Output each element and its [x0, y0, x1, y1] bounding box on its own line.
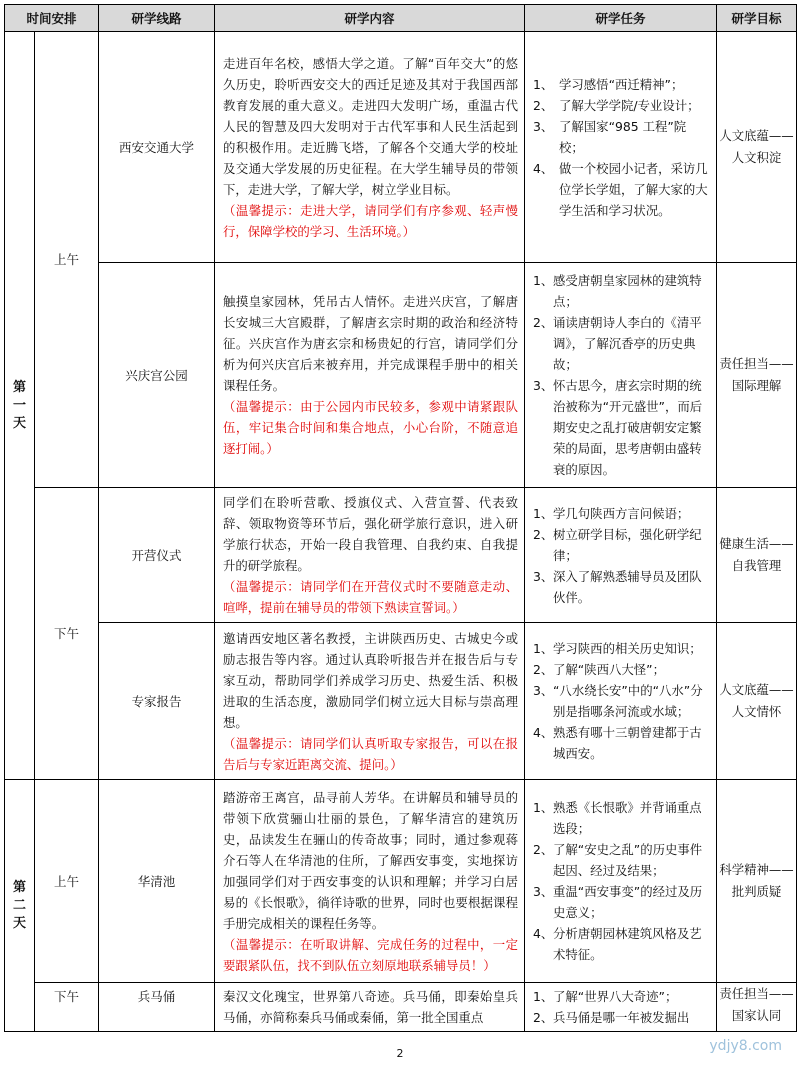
tip-text: （温馨提示：在听取讲解、完成任务的过程中，一定要跟紧队伍，找不到队伍立刻原地联系辅导员！）	[223, 936, 519, 973]
day1-label: 第 一 天	[5, 32, 35, 780]
table-row	[5, 32, 797, 263]
route-cell: 华清池	[99, 780, 215, 983]
day2-label: 第 二 天	[5, 780, 35, 1032]
list-item: 3、 深入了解熟悉辅导员及团队伙伴。	[533, 568, 702, 605]
tip-text: （温馨提示：由于公园内市民较多，参观中请紧跟队伍，牢记集合时间和集合地点，小心台阶，不随意追逐打闹。）	[223, 399, 519, 456]
task-list	[531, 503, 710, 608]
header-goal: 研学目标	[717, 5, 797, 32]
list-item: 1、 学习陕西的相关历史知识；	[533, 641, 702, 656]
content-cell	[215, 32, 525, 263]
tasks-cell	[525, 623, 717, 780]
day1-pm: 下午	[35, 488, 99, 780]
header-content: 研学内容	[215, 5, 525, 32]
header-time: 时间安排	[5, 5, 99, 32]
header-route: 研学线路	[99, 5, 215, 32]
day2-am: 上午	[35, 780, 99, 983]
header-row	[5, 5, 797, 32]
list-item: 1、 感受唐朝皇家园林的建筑特点；	[533, 273, 702, 309]
table-row	[5, 983, 797, 1032]
task-list	[531, 797, 710, 965]
content-cell	[215, 488, 525, 623]
list-item: 3、 怀古思今，唐玄宗时期的统治被称为“开元盛世”，而后期安史之乱打破唐朝安定繁荣的局面，思考唐朝由盛转衰的原因。	[533, 378, 703, 477]
list-item: 1、 了解“世界八大奇迹”；	[533, 989, 678, 1004]
content-text: 走进百年名校，感悟大学之道。了解“百年交大”的悠久历史，聆听西安交大的西迁足迹及其对于我国西部教育发展的重大意义。走进四大发明广场，重温古代人民的智慧及四大发明对于古代军事和人民生活起到的积极作用。走近腾飞塔，了解各个交通大学的校址及交通大学发展的历史征程。在大学生辅导员的带领下，走进大学，了解大学，树立学业目标。	[223, 55, 519, 197]
tasks-cell	[525, 32, 717, 263]
goal-cell: 责任担当——国家认同	[717, 983, 797, 1032]
route-cell: 兵马俑	[99, 983, 215, 1032]
table-row	[5, 263, 797, 488]
list-item: 1、 学几句陕西方言问候语；	[533, 505, 690, 521]
content-text: 踏游帝王离宫，品寻前人芳华。在讲解员和辅导员的带领下欣赏骊山壮丽的景色，了解华清宫的建筑历史，品读发生在骊山的传奇故事；同时，通过参观蒋介石等人在华清池的住所，了解西安事变，实地探访加强同学们对于西安事变的认识和理解；并学习白居易的《长恨歌》，徜徉诗歌的世界，同时也要根据课程手册完成相关的课程任务等。	[223, 789, 519, 931]
day2-pm: 下午	[35, 983, 99, 1032]
tasks-cell	[525, 488, 717, 623]
goal-cell: 人文底蕴——人文积淀	[717, 32, 797, 263]
itinerary-table	[4, 4, 797, 1032]
tasks-cell	[525, 983, 717, 1032]
list-item: 2、 树立研学目标，强化研学纪律；	[533, 526, 702, 563]
table-row	[5, 780, 797, 983]
goal-cell: 健康生活——自我管理	[717, 488, 797, 623]
tip-text: （温馨提示：请同学们在开营仪式时不要随意走动、喧哗，提前在辅导员的带领下熟读宣誓词。）	[223, 579, 519, 615]
list-item: 4、 分析唐朝园林建筑风格及艺术特征。	[533, 926, 702, 962]
header-tasks: 研学任务	[525, 5, 717, 32]
list-item: 4、 熟悉有哪十三朝曾建都于古城西安。	[533, 725, 702, 761]
list-item: 3、 重温“西安事变”的经过及历史意义；	[533, 884, 703, 920]
tip-text: （温馨提示：请同学们认真听取专家报告，可以在报告后与专家近距离交流、提问。）	[223, 735, 519, 772]
list-item: 2、 了解大学学院/专业设计；	[533, 97, 700, 113]
goal-cell: 科学精神——批判质疑	[717, 780, 797, 983]
route-cell: 专家报告	[99, 623, 215, 780]
content-cell	[215, 263, 525, 488]
page-number: 2	[396, 1047, 404, 1060]
list-item: 4、 做一个校园小记者，采访几位学长学姐，了解大家的大学生活和学习状况。	[533, 160, 708, 218]
content-text: 同学们在聆听营歌、授旗仪式、入营宣誓、代表致辞、领取物资等环节后，强化研学旅行意识，进入研学旅行状态，开始一段自我管理、自我约束、自我提升的研学旅程。	[223, 495, 519, 573]
list-item: 2、 兵马俑是哪一年被发掘出	[533, 1010, 690, 1025]
list-item: 1、 熟悉《长恨歌》并背诵重点选段；	[533, 800, 702, 836]
list-item: 1、 学习感悟“西迁精神”；	[533, 76, 684, 92]
tip-text: （温馨提示：走进大学，请同学们有序参观、轻声慢行，保障学校的学习、生活环境。）	[223, 202, 519, 239]
content-text: 触摸皇家园林，凭吊古人情怀。走进兴庆宫，了解唐长安城三大宫殿群，了解唐玄宗时期的政治和经济特征。兴庆宫作为唐玄宗和杨贵妃的行宫，请同学们分析为何兴庆宫后来被弃用，并完成课程手册中的相关课程任务。	[223, 294, 519, 393]
task-list	[531, 986, 710, 1028]
content-text: 邀请西安地区著名教授，主讲陕西历史、古城史今或励志报告等内容。通过认真聆听报告并在报告后与专家互动，帮助同学们养成学习历史、热爱生活、积极进取的生活态度，激励同学们树立远大目标与崇高理想。	[223, 630, 519, 730]
route-cell: 兴庆宫公园	[99, 263, 215, 488]
tasks-cell	[525, 780, 717, 983]
task-list	[531, 74, 710, 221]
content-cell	[215, 983, 525, 1032]
task-list	[531, 270, 710, 480]
route-cell: 西安交通大学	[99, 32, 215, 263]
goal-cell: 人文底蕴——人文情怀	[717, 623, 797, 780]
list-item: 2、 了解“安史之乱”的历史事件起因、经过及结果；	[533, 842, 703, 878]
goal-cell: 责任担当——国际理解	[717, 263, 797, 488]
table-row	[5, 623, 797, 780]
list-item: 2、 了解“陕西八大怪”；	[533, 662, 665, 677]
route-cell: 开营仪式	[99, 488, 215, 623]
content-cell	[215, 623, 525, 780]
list-item: 3、 了解国家“985 工程”院校；	[533, 118, 687, 155]
task-list	[531, 638, 710, 764]
list-item: 2、 诵读唐朝诗人李白的《清平调》，了解沉香亭的历史典故；	[533, 315, 702, 372]
list-item: 3、 “八水绕长安”中的“八水”分别是指哪条河流或水域；	[533, 683, 703, 719]
watermark: ydjy8.com	[709, 1038, 782, 1054]
table-row	[5, 488, 797, 623]
content-text: 秦汉文化瑰宝，世界第八奇迹。兵马俑，即秦始皇兵马俑，亦简称秦兵马俑或秦俑，第一批全国重点	[223, 989, 519, 1025]
tasks-cell	[525, 263, 717, 488]
day1-am: 上午	[35, 32, 99, 488]
content-cell	[215, 780, 525, 983]
